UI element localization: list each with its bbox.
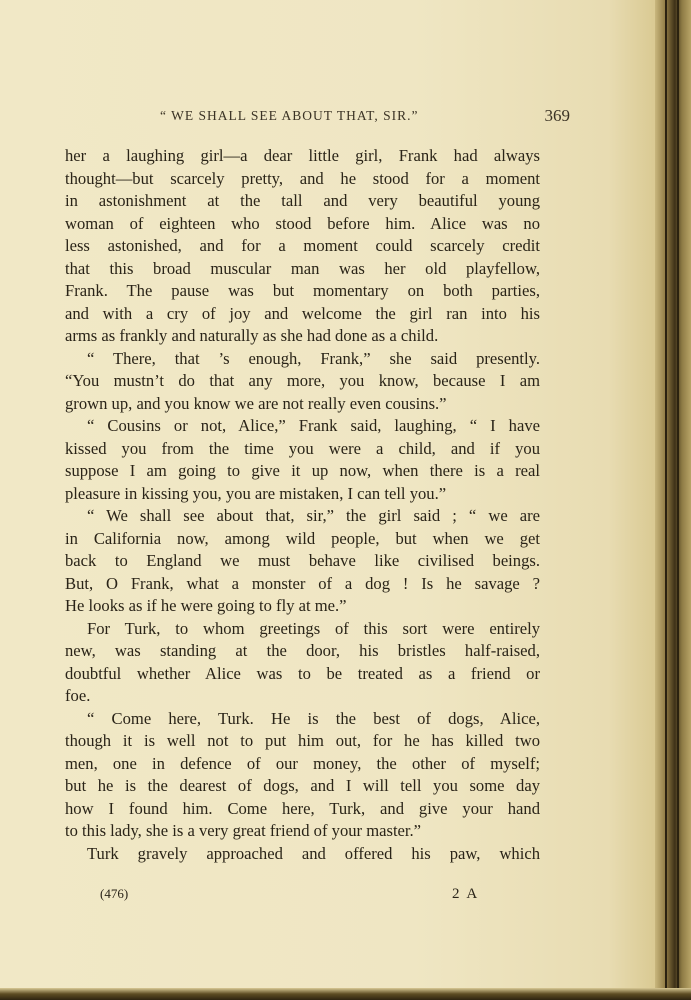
text-line: For Turk, to whom greetings of this sort were entirely <box>87 618 540 638</box>
text-line: in California now, among wild people, but when we get <box>65 528 540 548</box>
text-line: though it is well not to put him out, for he has killed two <box>65 731 540 750</box>
signature-mark: 2 A <box>452 886 480 902</box>
text-line: pleasure in kissing you, you are mistaken, I can tell you.” <box>65 483 447 503</box>
text-line: “ We shall see about that, sir,” the girl said ; “ we are <box>87 506 540 525</box>
text-line: He looks as if he were going to fly at me.” <box>65 596 347 615</box>
running-head <box>160 106 570 128</box>
text-line: her a laughing girl—a dear little girl, Frank had always <box>65 146 540 165</box>
text-line: how I found him. Come here, Turk, and give your hand <box>65 798 540 818</box>
text-line: that this broad muscular man was her old playfellow, <box>65 258 540 278</box>
text-line: thought—but scarcely pretty, and he stood for a moment <box>65 168 540 188</box>
page-number: 369 <box>544 106 570 125</box>
text-line: But, O Frank, what a monster of a dog ! Is he savage ? <box>65 573 540 593</box>
text-line: new, was standing at the door, his bristles half-raised, <box>65 641 540 660</box>
text-line: “You mustn’t do that any more, you know, because I am <box>65 371 540 390</box>
text-line: men, one in defence of our money, the other of myself; <box>65 753 540 773</box>
text-line: suppose I am going to give it up now, when there is a real <box>65 461 540 480</box>
print-code: (476) <box>100 886 129 901</box>
page-bottom-edge <box>0 988 691 1000</box>
text-line: grown up, and you know we are not really even cousins.” <box>65 393 447 413</box>
text-line: to this lady, she is a very great friend of your master.” <box>65 821 422 840</box>
text-line: and with a cry of joy and welcome the girl ran into his <box>65 303 540 323</box>
text-line: woman of eighteen who stood before him. Alice was no <box>65 213 540 233</box>
text-line: “ There, that ’s enough, Frank,” she said presently. <box>87 348 540 368</box>
text-line: back to England we must behave like civilised beings. <box>65 551 540 570</box>
text-line: foe. <box>65 686 91 705</box>
chapter-running-title: “ WE SHALL SEE ABOUT THAT, SIR.” <box>160 108 419 123</box>
text-line: “ Cousins or not, Alice,” Frank said, laughing, “ I have <box>87 416 540 435</box>
book-binding-gutter <box>655 0 691 1000</box>
text-line: “ Come here, Turk. He is the best of dogs, Alice, <box>87 708 540 728</box>
text-line: Turk gravely approached and offered his paw, which <box>87 843 540 863</box>
text-line: less astonished, and for a moment could scarcely credit <box>65 236 540 255</box>
text-line: kissed you from the time you were a child, and if you <box>65 438 540 458</box>
text-line: doubtful whether Alice was to be treated as a friend or <box>65 663 540 683</box>
body-text <box>65 145 540 865</box>
text-line: but he is the dearest of dogs, and I will tell you some day <box>65 776 540 795</box>
text-line: arms as frankly and naturally as she had done as a child. <box>65 326 439 345</box>
text-line: Frank. The pause was but momentary on both parties, <box>65 281 540 300</box>
text-line: in astonishment at the tall and very beautiful young <box>65 191 540 210</box>
printer-signature <box>100 886 480 906</box>
